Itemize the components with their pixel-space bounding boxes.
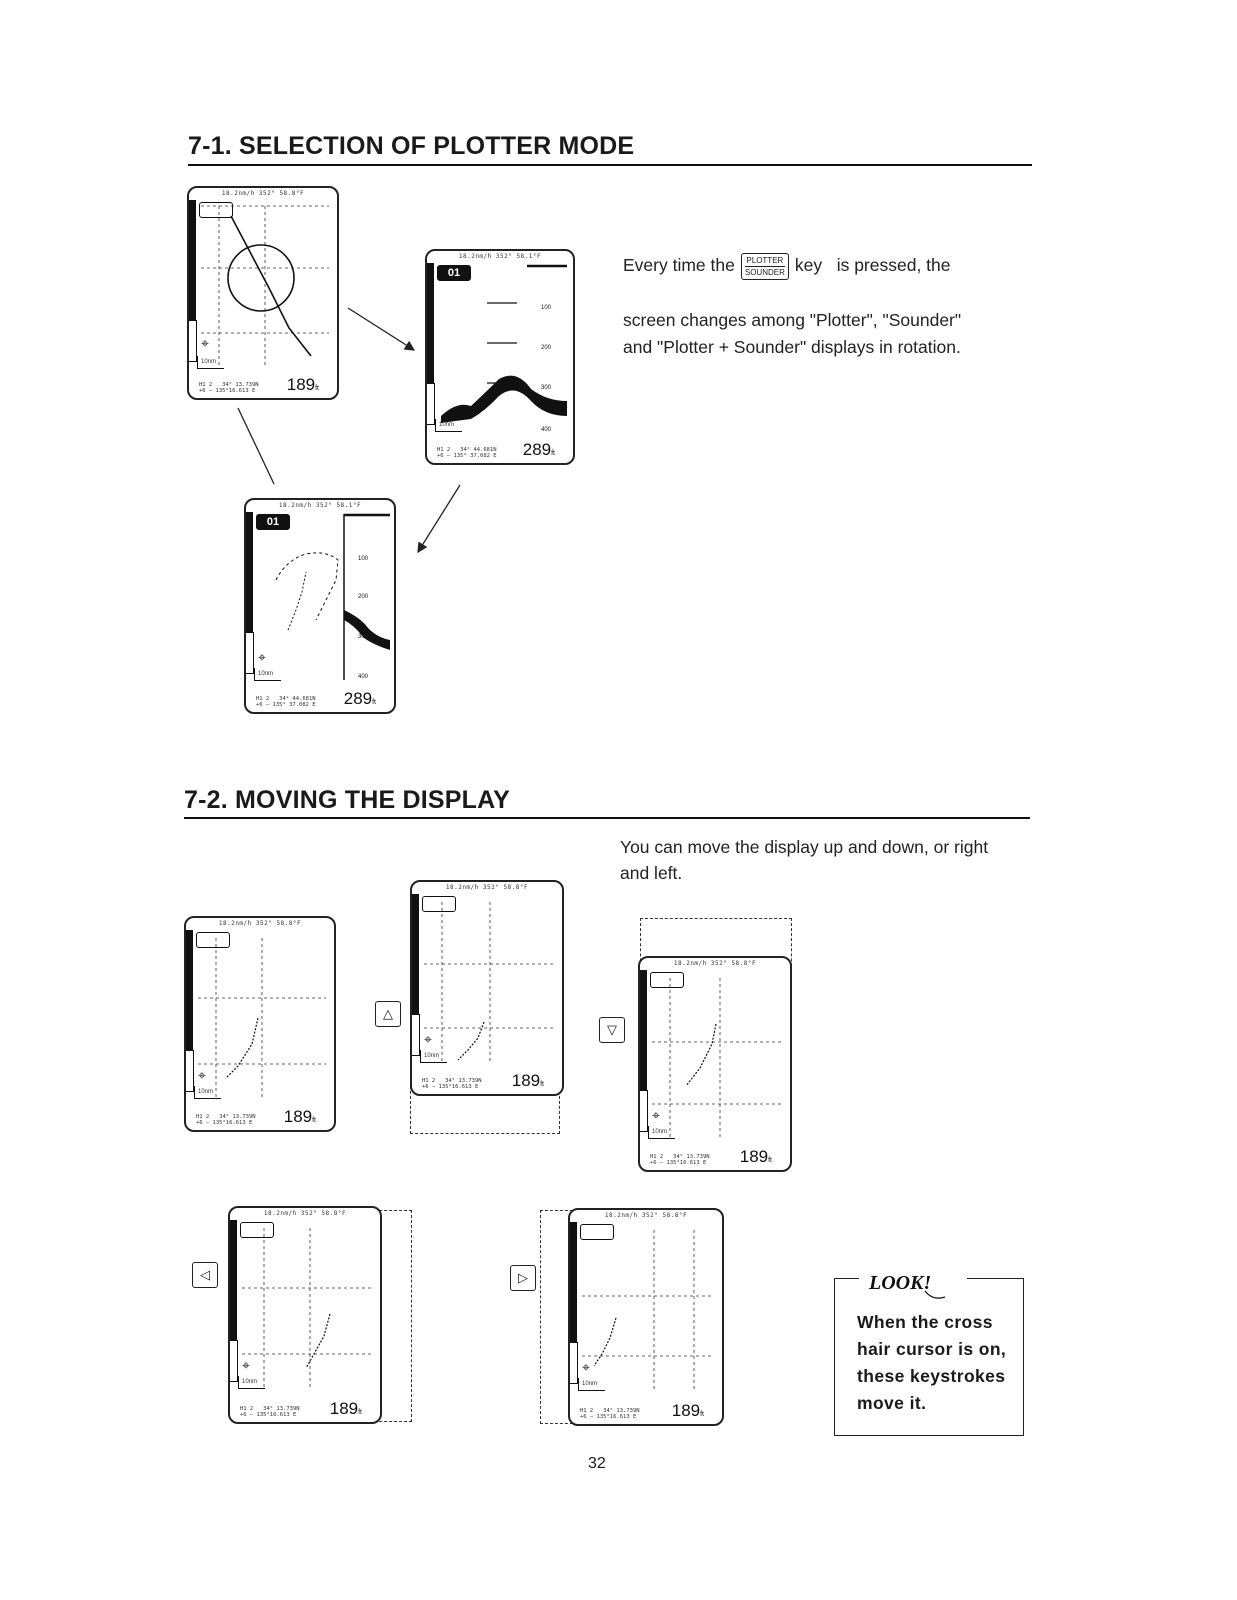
section-rule bbox=[184, 817, 1030, 819]
svg-text:300: 300 bbox=[541, 385, 552, 391]
display-moved-up bbox=[410, 880, 564, 1096]
position-readout: H1 2 34° 13.739N +6 — 135°16.613 E bbox=[650, 1154, 710, 1166]
position-readout: H1 2 34° 44.681N +6 — 135° 37.082 E bbox=[437, 447, 497, 459]
plotter-chart bbox=[570, 1210, 722, 1424]
status-line: 18.2nm/h 352° 58.8°F bbox=[218, 920, 302, 927]
scale-label: 10nm bbox=[652, 1129, 668, 1135]
left-arrow-key[interactable]: ◁ bbox=[192, 1262, 218, 1288]
status-line: 18.2nm/h 352° 58.8°F bbox=[604, 1212, 688, 1219]
depth-readout: 289ft bbox=[343, 689, 376, 708]
svg-text:100: 100 bbox=[541, 305, 552, 311]
section-title-plotter-mode: 7-1. SELECTION OF PLOTTER MODE bbox=[188, 132, 635, 160]
page-number: 32 bbox=[588, 1455, 606, 1472]
plotter-chart bbox=[230, 1208, 380, 1422]
svg-text:400: 400 bbox=[541, 427, 552, 433]
plotter-mode-line2: screen changes among "Plotter", "Sounder" bbox=[623, 310, 962, 330]
depth-readout: 189ft bbox=[329, 1399, 362, 1418]
scale-label: 10nm bbox=[198, 1089, 214, 1095]
crosshair-icon: ⌖ bbox=[198, 1067, 206, 1083]
scale-label: 10nm bbox=[242, 1379, 258, 1385]
scale-label: 10nm bbox=[201, 359, 217, 365]
status-line: 18.2nm/h 352° 58.8°F bbox=[221, 190, 305, 197]
look-tip-box bbox=[834, 1272, 1024, 1436]
scale-label: 10nm bbox=[439, 422, 455, 428]
status-line: 18.2nm/h 352° 58.1°F bbox=[278, 502, 362, 509]
status-line: 18.2nm/h 352° 58.8°F bbox=[673, 960, 757, 967]
up-arrow-key[interactable]: △ bbox=[375, 1001, 401, 1027]
depth-readout: 189ft bbox=[671, 1401, 704, 1420]
waypoint-box: 01 bbox=[256, 514, 290, 530]
waypoint-box: 01 bbox=[437, 265, 471, 281]
display-moved-down bbox=[638, 956, 792, 1172]
status-line: 18.2nm/h 352° 58.8°F bbox=[445, 884, 529, 891]
crosshair-icon: ⌖ bbox=[242, 1357, 250, 1373]
plotter-mode-line3: and "Plotter + Sounder" displays in rotation. bbox=[623, 337, 961, 357]
depth-readout: 189ft bbox=[739, 1147, 772, 1166]
moving-display-line1: You can move the display up and down, or right bbox=[620, 837, 989, 857]
status-line: 18.2nm/h 352° 58.1°F bbox=[458, 253, 542, 260]
plotter-sounder-key: PLOTTER SOUNDER bbox=[741, 253, 789, 280]
depth-readout: 189ft bbox=[283, 1107, 316, 1126]
crosshair-icon: ⌖ bbox=[652, 1107, 660, 1123]
scale-label: 10nm bbox=[582, 1381, 598, 1387]
svg-text:200: 200 bbox=[358, 594, 369, 600]
depth-readout: 289ft bbox=[522, 440, 555, 459]
svg-text:400: 400 bbox=[358, 674, 369, 680]
position-readout: H1 2 34° 13.739N +6 — 135°16.613 E bbox=[422, 1078, 482, 1090]
svg-text:LOOK!: LOOK! bbox=[869, 1272, 932, 1294]
crosshair-icon: ⌖ bbox=[582, 1359, 590, 1375]
tip-text: When the cross hair cursor is on, these keystrokes move it. bbox=[857, 1312, 1007, 1413]
moving-display-line2: and left. bbox=[620, 863, 683, 883]
look-logo-icon bbox=[859, 1259, 969, 1303]
position-readout: H1 2 34° 13.739N +6 — 135°16.613 E bbox=[580, 1408, 640, 1420]
display-moved-left bbox=[228, 1206, 382, 1424]
position-readout: H1 2 34° 13.739N +6 — 135°16.613 E bbox=[240, 1406, 300, 1418]
display-moved-right bbox=[568, 1208, 724, 1426]
crosshair-icon: ⌖ bbox=[201, 335, 209, 351]
scale-label: 10nm bbox=[258, 671, 274, 677]
section-title-moving-display: 7-2. MOVING THE DISPLAY bbox=[184, 786, 510, 814]
crosshair-icon: ⌖ bbox=[258, 649, 266, 665]
svg-text:100: 100 bbox=[358, 556, 369, 562]
crosshair-icon: ⌖ bbox=[424, 1031, 432, 1047]
down-arrow-key[interactable]: ▽ bbox=[599, 1017, 625, 1043]
depth-readout: 189ft bbox=[511, 1071, 544, 1090]
position-readout: H1 2 34° 44.681N +6 — 135° 37.082 E bbox=[256, 696, 316, 708]
position-readout: H1 2 34° 13.739N +6 — 135°16.613 E bbox=[196, 1114, 256, 1126]
position-readout: H1 2 34° 13.739N +6 — 135°16.613 E bbox=[199, 382, 259, 394]
display-original bbox=[184, 916, 336, 1132]
svg-text:200: 200 bbox=[541, 345, 552, 351]
svg-text:300: 300 bbox=[358, 634, 369, 640]
status-line: 18.2nm/h 352° 58.8°F bbox=[263, 1210, 347, 1217]
plotter-mode-description: Every time the PLOTTER SOUNDER key is pressed, the bbox=[623, 252, 1043, 280]
scale-label: 10nm bbox=[424, 1053, 440, 1059]
depth-readout: 189ft bbox=[286, 375, 319, 394]
right-arrow-key[interactable]: ▷ bbox=[510, 1265, 536, 1291]
